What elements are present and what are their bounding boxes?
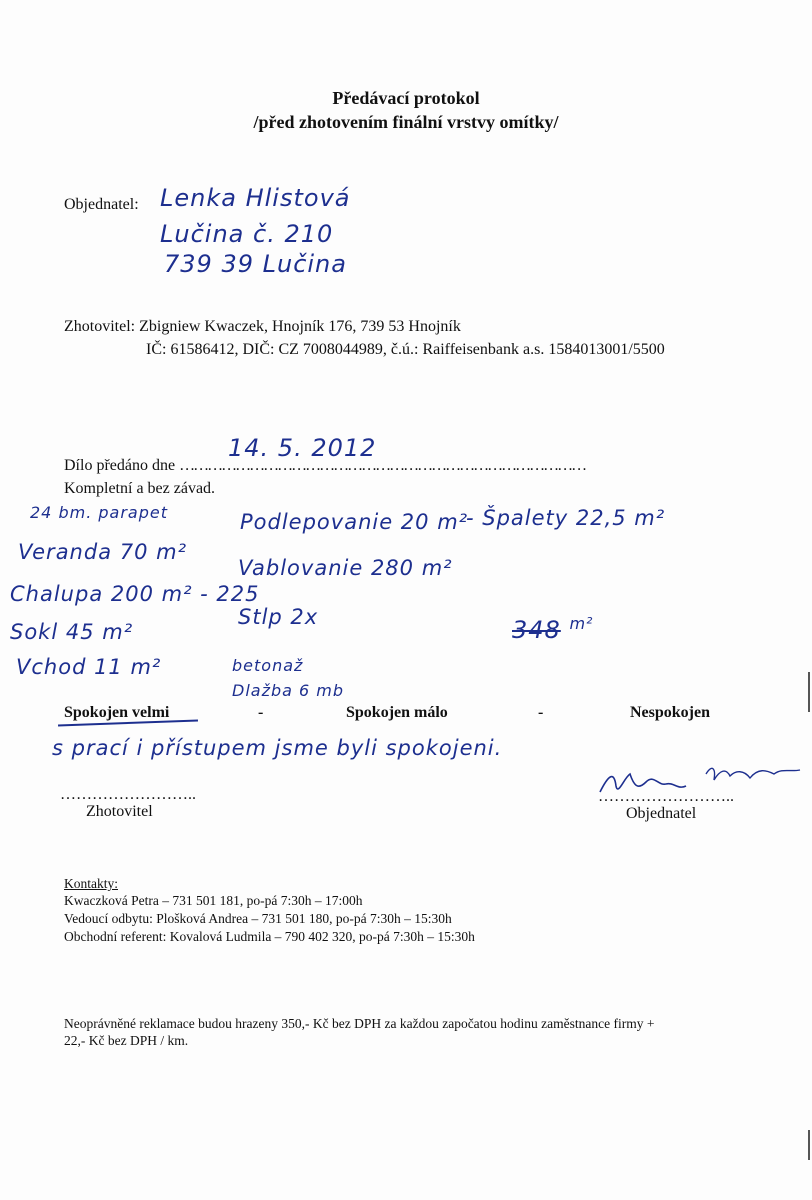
handover-dots: …………………………………………………………………………… xyxy=(179,457,586,474)
work-item-left-5: Vchod 11 m² xyxy=(16,655,162,679)
work-item-middle-4: betonaž xyxy=(232,656,304,675)
customer-signature-dots: …………………….. xyxy=(598,788,734,805)
notice-line-1: Neoprávněné reklamace budou hrazeny 350,- Kč bez DPH za každou započatou hodinu zaměstnance firmy + xyxy=(64,1016,655,1031)
work-item-middle-3: Stlp 2x xyxy=(238,605,319,629)
work-item-middle-2: Vablovanie 280 m² xyxy=(238,556,453,580)
customer-signature-label: Objednatel xyxy=(626,805,697,822)
customer-city-handwritten: 739 39 Lučina xyxy=(164,250,347,278)
customer-name-handwritten: Lenka Hlistová xyxy=(160,184,351,212)
contractor-signature-label: Zhotovitel xyxy=(86,803,153,820)
handover-label-text: Dílo předáno dne xyxy=(64,457,176,474)
customer-signature-mark xyxy=(594,756,810,804)
work-item-middle-1: Podlepovanie 20 m² xyxy=(240,510,469,534)
work-total-unit: m² xyxy=(569,614,594,633)
work-total-struck: 348 xyxy=(512,616,561,644)
handover-date-handwritten: 14. 5. 2012 xyxy=(228,434,377,462)
satisfaction-dash-1: - xyxy=(258,704,264,721)
customer-street-handwritten: Lučina č. 210 xyxy=(160,220,334,248)
customer-comment-handwritten: s prací i přístupem jsme byli spokojeni. xyxy=(52,736,503,760)
work-item-left-2: Veranda 70 m² xyxy=(18,540,188,564)
work-item-middle-5: Dlažba 6 mb xyxy=(232,681,345,700)
satisfaction-very: Spokojen velmi xyxy=(64,704,170,721)
contacts-heading: Kontakty: xyxy=(64,876,118,891)
notice-line-2: 22,- Kč bez DPH / km. xyxy=(64,1033,189,1048)
scan-edge-mark xyxy=(808,1130,810,1160)
handover-complete: Kompletní a bez závad. xyxy=(64,480,216,497)
satisfaction-little: Spokojen málo xyxy=(346,704,448,721)
contractor-line-2: IČ: 61586412, DIČ: CZ 7008044989, č.ú.: Raiffeisenbank a.s. 1584013001/5500 xyxy=(146,341,665,358)
contact-line-1: Kwaczková Petra – 731 501 181, po-pá 7:30h – 17:00h xyxy=(64,893,363,908)
satisfaction-dash-2: - xyxy=(538,704,544,721)
scan-edge-mark xyxy=(808,672,810,712)
work-item-left-1: 24 bm. parapet xyxy=(30,503,168,522)
document-subtitle: /před zhotovením finální vrstvy omítky/ xyxy=(253,112,559,132)
contractor-signature-dots: …………………….. xyxy=(60,786,196,803)
contact-line-2: Vedoucí odbytu: Plošková Andrea – 731 501 180, po-pá 7:30h – 15:30h xyxy=(64,911,452,926)
work-item-right: - Špalety 22,5 m² xyxy=(466,506,666,530)
customer-label: Objednatel: xyxy=(64,196,139,213)
contractor-line-1: Zhotovitel: Zbigniew Kwaczek, Hnojník 176, 739 53 Hnojník xyxy=(64,318,461,335)
work-item-left-3: Chalupa 200 m² - 225 xyxy=(10,582,260,606)
satisfaction-not: Nespokojen xyxy=(630,704,711,721)
work-item-left-4: Sokl 45 m² xyxy=(10,620,134,644)
document-title: Předávací protokol xyxy=(332,88,480,108)
contact-line-3: Obchodní referent: Kovalová Ludmila – 790 402 320, po-pá 7:30h – 15:30h xyxy=(64,929,475,944)
work-total-handwritten xyxy=(512,614,593,644)
